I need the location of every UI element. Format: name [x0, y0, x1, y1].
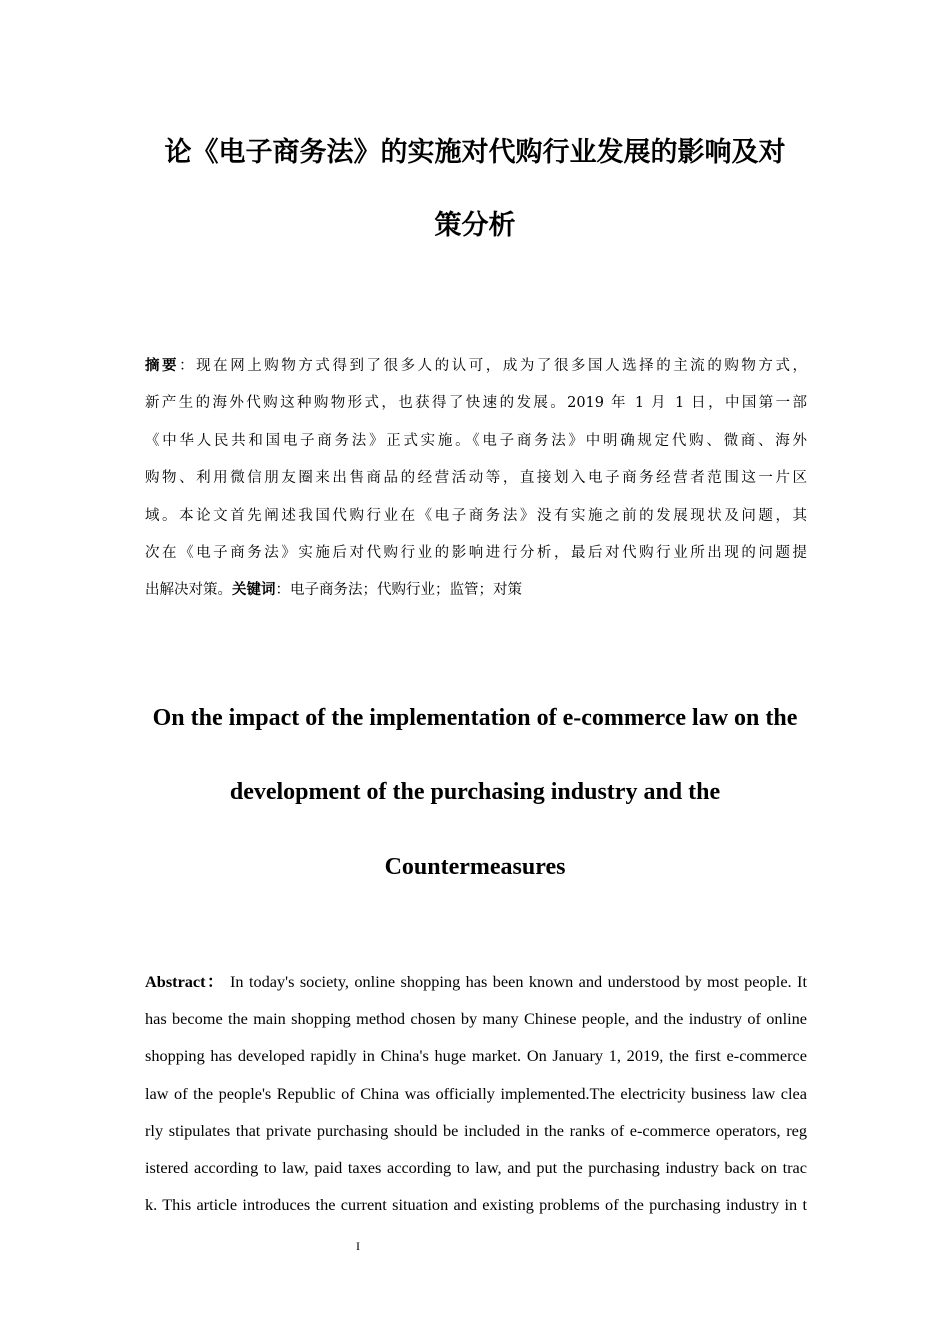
english-abstract-line: [145, 972, 807, 992]
chinese-abstract-text: 出解决对策。: [145, 582, 232, 598]
chinese-abstract-text: ：现在网上购物方式得到了很多人的认可，成为了很多国人选择的主流的购物方式，: [179, 358, 807, 374]
english-abstract-line: istered according to law, paid taxes according to law, and put the purchasing industry back on trac: [145, 1158, 807, 1177]
english-abstract-line: has become the main shopping method chosen by many Chinese people, and the industry of online: [145, 1009, 807, 1028]
chinese-abstract-label: 摘要: [145, 358, 180, 374]
page-number: I: [356, 1239, 360, 1253]
english-title-line-2: development of the purchasing industry and the: [229, 779, 721, 805]
english-abstract-line: law of the people's Republic of China was officially implemented.The electricity business law clea: [145, 1084, 807, 1103]
chinese-abstract-line: 《中华人民共和国电子商务法》正式实施。《电子商务法》中明确规定代购、微商、海外: [145, 433, 807, 449]
chinese-abstract-line: 次在《电子商务法》实施后对代购行业的影响进行分析，最后对代购行业所出现的问题提: [145, 545, 807, 561]
chinese-title-line-1: 论《电子商务法》的实施对代购行业发展的影响及对: [164, 137, 786, 168]
english-title-line-3: Countermeasures: [384, 854, 566, 880]
chinese-abstract-line: 新产生的海外代购这种购物形式，也获得了快速的发展。2019 年 1 月 1 日，中国第一部: [145, 395, 807, 411]
english-abstract-line: rly stipulates that private purchasing should be included in the ranks of e-commerce operators, reg: [145, 1121, 807, 1140]
english-abstract-line: k. This article introduces the current situation and existing problems of the purchasing industry in t: [145, 1195, 807, 1214]
chinese-keywords: ：电子商务法；代购行业；监管；对策: [275, 582, 522, 598]
chinese-keywords-label: 关键词: [232, 582, 276, 598]
english-abstract-label: Abstract: [145, 972, 206, 991]
english-abstract-colon: ：: [205, 972, 225, 991]
chinese-title-line-2: 策分析: [434, 210, 516, 241]
english-abstract-text: In today's society, online shopping has been known and understood by most people. It: [224, 972, 807, 991]
chinese-abstract-line: 域。本论文首先阐述我国代购行业在《电子商务法》没有实施之前的发展现状及问题，其: [145, 508, 807, 524]
chinese-abstract-line: [145, 580, 807, 600]
english-abstract-line: shopping has developed rapidly in China's huge market. On January 1, 2019, the first e-commerce: [145, 1046, 807, 1065]
english-title-line-1: On the impact of the implementation of e-commerce law on the: [152, 705, 798, 731]
chinese-abstract-line: 购物、利用微信朋友圈来出售商品的经营活动等，直接划入电子商务经营者范围这一片区: [145, 470, 807, 486]
chinese-abstract-line: [145, 356, 807, 376]
